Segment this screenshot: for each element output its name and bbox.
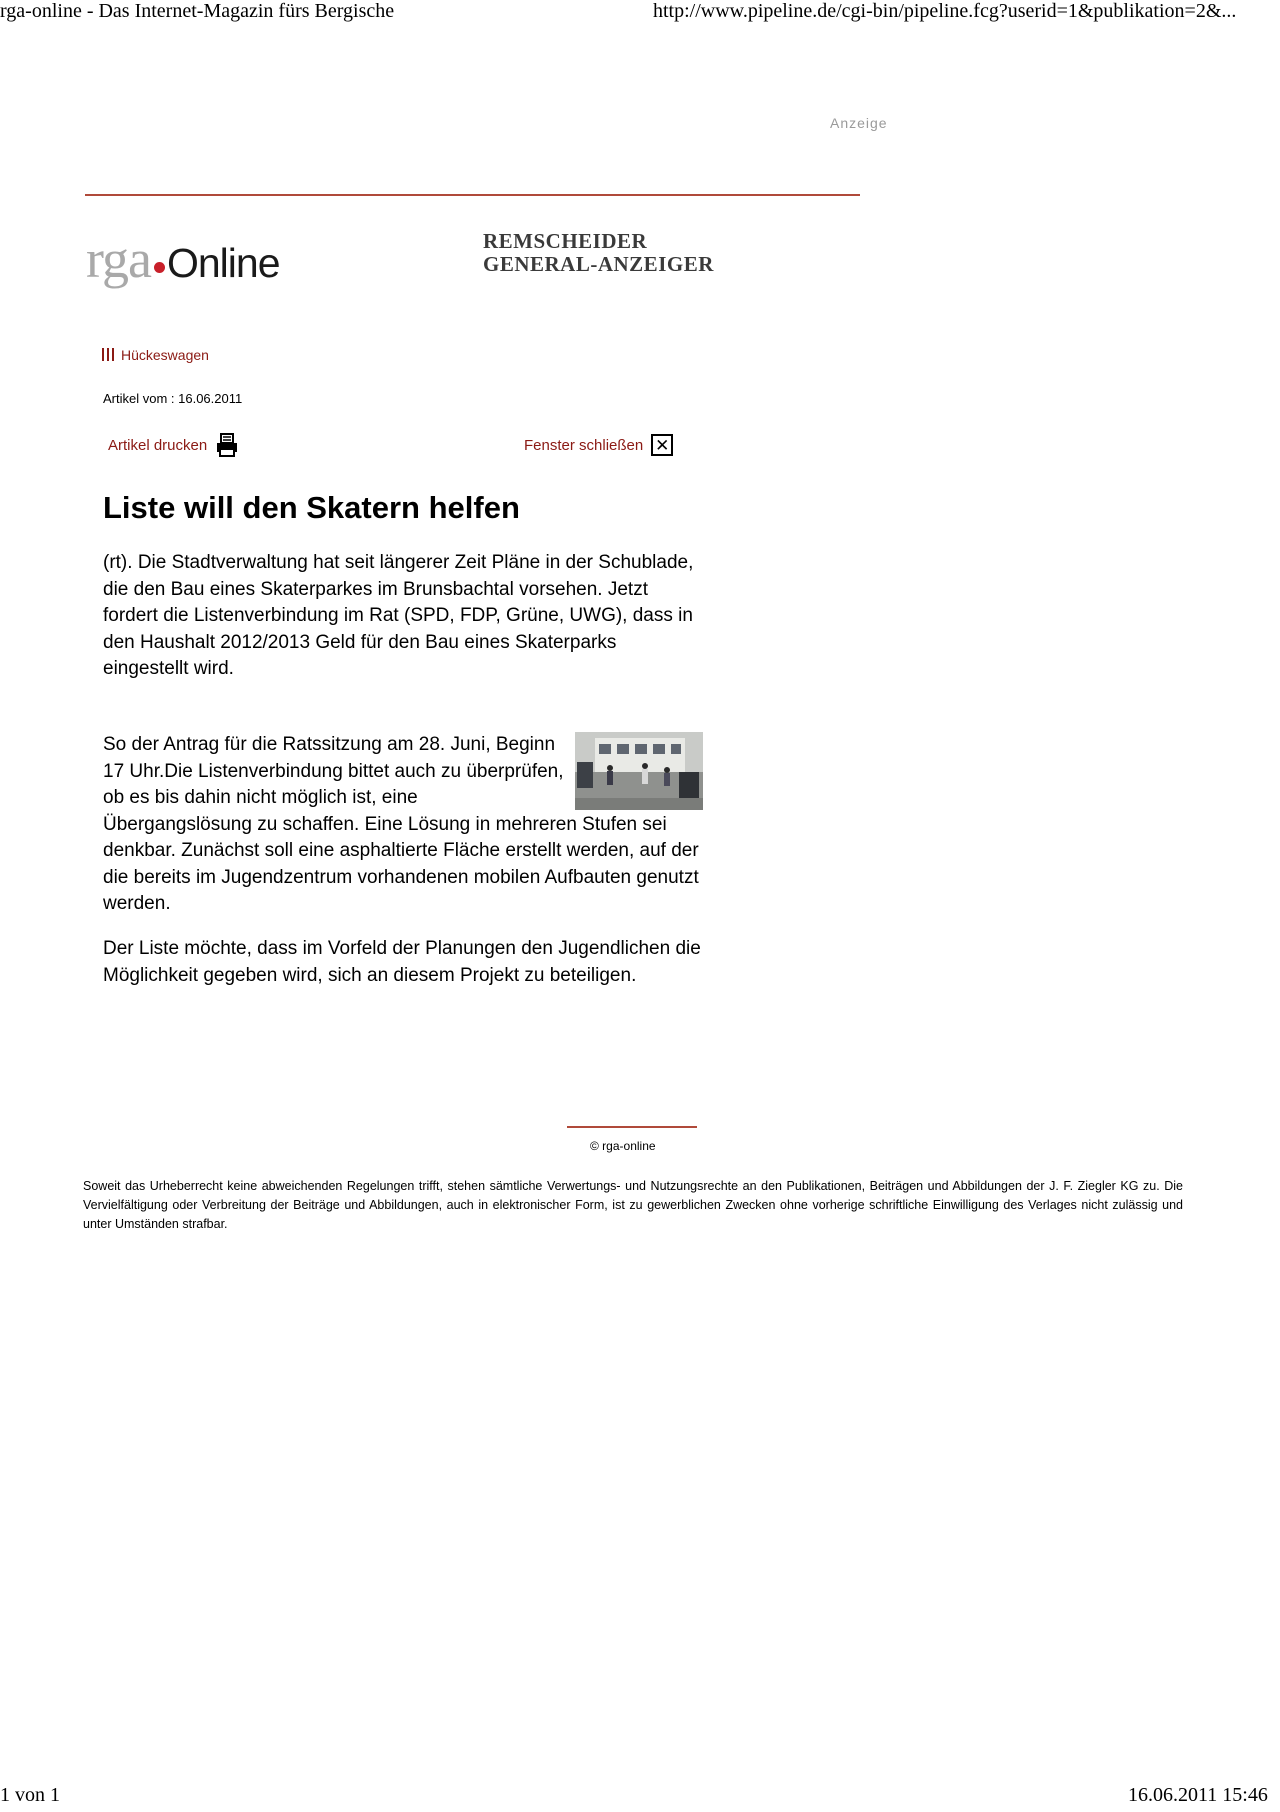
top-divider	[85, 194, 860, 196]
footer-divider	[567, 1126, 697, 1128]
copyright-notice: © rga-online	[590, 1139, 656, 1153]
print-article-link[interactable]	[108, 430, 239, 460]
rga-online-logo[interactable]	[86, 228, 280, 288]
section-label	[102, 347, 209, 363]
article-date: Artikel vom : 16.06.2011	[103, 391, 243, 406]
masthead-line-2: GENERAL-ANZEIGER	[483, 252, 714, 276]
printer-icon	[215, 433, 239, 457]
article-paragraph: Der Liste möchte, dass im Vorfeld der Planungen den Jugendlichen die Möglichkeit gegeben wird, sich an diesem Projekt zu beteiligen.	[103, 938, 701, 986]
close-window-label: Fenster schließen	[524, 436, 644, 454]
close-window-link[interactable]	[524, 430, 673, 460]
section-name: Hückeswagen	[121, 347, 209, 363]
print-header-url: http://www.pipeline.de/cgi-bin/pipeline.fcg?userid=1&publikation=2&...	[653, 0, 1237, 22]
masthead-line-1: REMSCHEIDER	[483, 229, 648, 253]
logo-rga-text: rga	[86, 229, 151, 289]
article-paragraph-with-photo	[103, 732, 703, 918]
logo-dot	[154, 262, 165, 273]
close-icon: ✕	[651, 434, 673, 456]
ad-label: Anzeige	[830, 115, 888, 131]
section-bars-icon	[102, 348, 116, 361]
print-footer-page: 1 von 1	[0, 1784, 60, 1806]
print-header-title: rga-online - Das Internet-Magazin fürs Bergische	[0, 0, 395, 22]
print-footer-datetime: 16.06.2011 15:46	[1128, 1784, 1268, 1806]
article-headline: Liste will den Skatern helfen	[103, 490, 520, 525]
print-article-label: Artikel drucken	[108, 436, 208, 454]
logo-online-text: Online	[166, 240, 280, 286]
newspaper-masthead	[483, 230, 714, 276]
skater-photo[interactable]	[575, 732, 703, 810]
article-paragraph-text: So der Antrag für die Ratssitzung am 28. Juni, Beginn 17 Uhr.Die Listenverbindung bittet auch zu überprüfen, ob es bis dahin nicht möglich ist, eine Übergangslösung zu schaffen. Eine Lösung in mehreren Stufen sei denkbar. Zunächst soll eine asphaltierte Fläche erstellt werden, auf der die bereits im Jugendzentrum vorhandenen mobilen Aufbauten genutzt werden.	[103, 734, 699, 914]
legal-notice: Soweit das Urheberrecht keine abweichenden Regelungen trifft, stehen sämtliche Verwertungs- und Nutzungsrechte an den Publikationen, Beiträgen und Abbildungen der J. F. Ziegler KG zu. Die Vervielfältigung oder Verbreitung der Beiträge und Abbildungen, auch in elektronischer Form, ist zu gewerblichen Zwecken ohne vorherige schriftliche Einwilligung des Verlages nicht zulässig und unter Umständen strafbar.	[83, 1179, 1183, 1231]
article-paragraph: (rt). Die Stadtverwaltung hat seit längerer Zeit Pläne in der Schublade, die den Bau eines Skaterparkes im Brunsbachtal vorsehen. Jetzt fordert die Listenverbindung im Rat (SPD, FDP, Grüne, UWG), dass in den Haushalt 2012/2013 Geld für den Bau eines Skaterparks eingestellt wird.	[103, 552, 694, 679]
